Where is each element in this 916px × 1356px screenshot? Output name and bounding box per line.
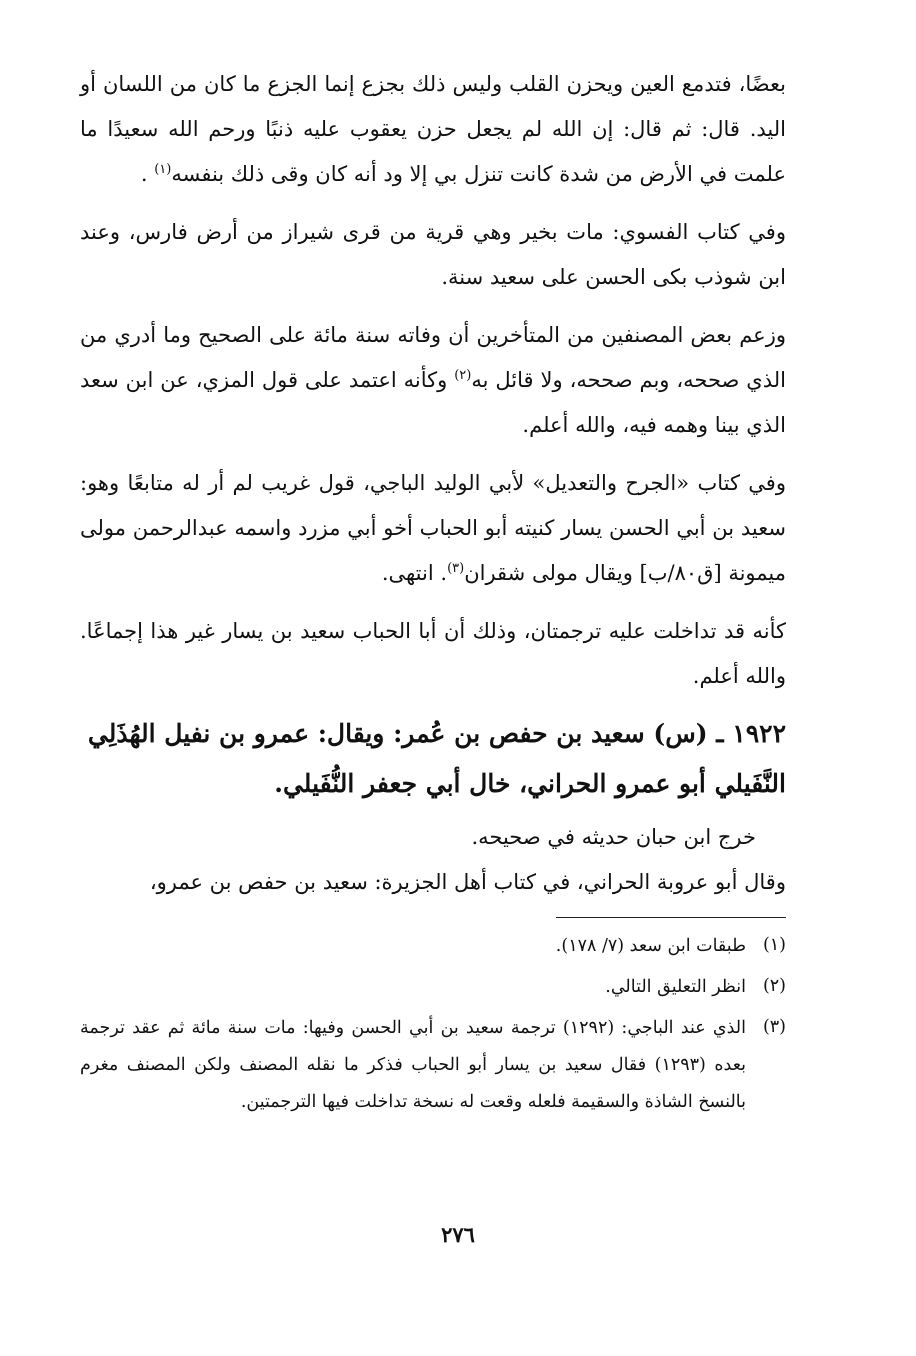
footnote-ref-1[interactable]: (١) bbox=[154, 162, 172, 177]
footnote-number: (٢) bbox=[762, 976, 786, 996]
footnote-number: (١) bbox=[762, 935, 786, 955]
paragraph-1-end: . bbox=[140, 162, 155, 186]
paragraph-4 bbox=[80, 461, 786, 596]
entry-line-2: وقال أبو عروبة الحراني، في كتاب أهل الجزيرة: سعيد بن حفص بن عمرو، bbox=[149, 870, 786, 894]
paragraph-5: كأنه قد تداخلت عليه ترجمتان، وذلك أن أبا الحباب سعيد بن يسار غير هذا إجماعًا. والله أعلم. bbox=[80, 619, 786, 688]
footnotes bbox=[80, 928, 786, 1125]
footnote-ref-3[interactable]: (٣) bbox=[447, 561, 465, 576]
footnote-number: (٣) bbox=[762, 1017, 786, 1037]
main-text bbox=[80, 62, 786, 905]
footnote-2 bbox=[80, 969, 786, 1006]
paragraph-3 bbox=[80, 313, 786, 448]
footnote-divider bbox=[556, 917, 786, 918]
paragraph-1-text: بعضًا، فتدمع العين ويحزن القلب وليس ذلك بجزع إنما الجزع ما كان من اللسان أو اليد. قال: ثم قال: إن الله لم يجعل حزن يعقوب عليه ذنبًا ورحم الله سعيدًا ما علمت في الأرض من شدة كانت تنزل بي إلا ود أنه كان وقى ذلك بنفسه bbox=[80, 72, 786, 186]
footnote-text: الذي عند الباجي: (١٢٩٢) ترجمة سعيد بن أبي الحسن وفيها: مات سنة مائة ثم عقد ترجمة بعده (١٢٩٣) فقال سعيد بن يسار أبو الحباب فذكر ما نقله المصنف ولكن المصنف مغرم بالنسخ الشاذة والسقيمة فلعله وقعت له نسخة تداخلت فيها الترجمتين. bbox=[80, 1018, 747, 1112]
paragraph-3-text-a: وزعم بعض المصنفين من المتأخرين أن وفاته سنة مائة على الصحيح وما أدري من الذي صححه، وبم صححه، ولا قائل به bbox=[80, 323, 786, 392]
footnote-text: انظر التعليق التالي. bbox=[605, 977, 746, 997]
paragraph-4-text-a: وفي كتاب «الجرح والتعديل» لأبي الوليد الباجي، قول غريب لم أر له متابعًا وهو: سعيد بن أبي الحسن يسار كنيته أبو الحباب أخو أبي مزرد واسمه عبدالرحمن مولى ميمونة [ق٨٠/ب] ويقال مولى شقران bbox=[80, 471, 786, 585]
footnote-3 bbox=[80, 1010, 786, 1121]
page-number: ٢٧٦ bbox=[441, 1222, 475, 1247]
paragraph-1 bbox=[80, 62, 786, 197]
entry-heading: ١٩٢٢ ـ (س) سعيد بن حفص بن عُمر: ويقال: عمرو بن نفيل الهُذَلِي النَّفَيلي أبو عمرو الحراني، خال أبي جعفر النُّفَيلي. bbox=[87, 719, 786, 798]
footnote-text: طبقات ابن سعد (٧/ ١٧٨). bbox=[555, 936, 746, 956]
footnote-ref-2[interactable]: (٢) bbox=[454, 368, 472, 383]
paragraph-2: وفي كتاب الفسوي: مات بخير وهي قرية من قرى شيراز من أرض فارس، وعند ابن شوذب بكى الحسن على سعيد سنة. bbox=[80, 220, 786, 289]
footnote-1 bbox=[80, 928, 786, 965]
paragraph-3-text-b: وكأنه اعتمد على قول المزي، عن ابن سعد الذي بينا وهمه فيه، والله أعلم. bbox=[80, 368, 786, 437]
entry-line-1: خرج ابن حبان حديثه في صحيحه. bbox=[471, 825, 756, 849]
paragraph-4-text-b: . انتهى. bbox=[381, 561, 448, 585]
